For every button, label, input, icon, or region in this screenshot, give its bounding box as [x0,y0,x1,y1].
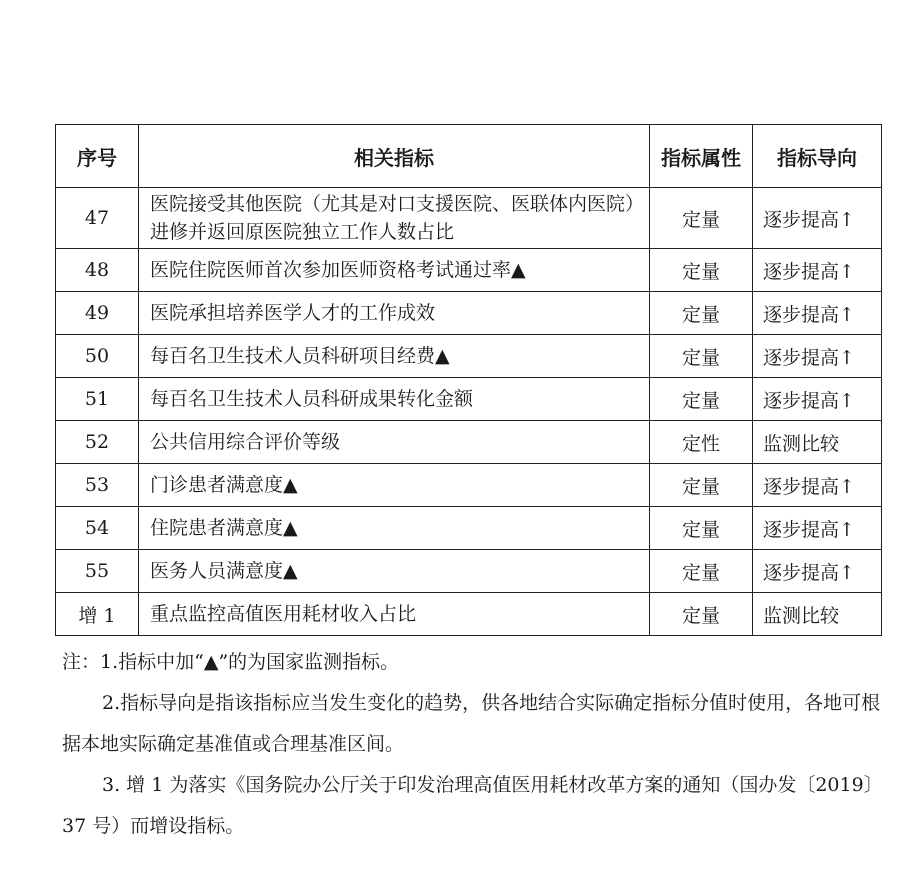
row-attribute: 定量 [650,507,753,550]
row-no: 51 [56,378,139,421]
row-attribute: 定量 [650,188,753,249]
row-attribute: 定量 [650,464,753,507]
row-direction: 逐步提高↑ [753,507,882,550]
table-row [56,378,882,421]
table-row [56,292,882,335]
table-row [56,335,882,378]
row-indicator: 重点监控高值医用耗材收入占比 [139,593,650,636]
row-attribute: 定量 [650,593,753,636]
row-indicator: 医务人员满意度▲ [139,550,650,593]
table-row [56,593,882,636]
row-direction: 监测比较 [753,421,882,464]
table-row [56,507,882,550]
row-indicator: 每百名卫生技术人员科研项目经费▲ [139,335,650,378]
row-direction: 逐步提高↑ [753,378,882,421]
note-3: 3. 增 1 为落实《国务院办公厅关于印发治理高值医用耗材改革方案的通知（国办发〔2019〕37 号）而增设指标。 [62,774,874,837]
row-direction: 逐步提高↑ [753,550,882,593]
header-no: 序号 [56,125,139,188]
row-direction: 逐步提高↑ [753,335,882,378]
row-no: 55 [56,550,139,593]
row-attribute: 定量 [650,550,753,593]
row-no: 50 [56,335,139,378]
table-row [56,188,882,249]
row-attribute: 定量 [650,335,753,378]
row-indicator: 医院住院医师首次参加医师资格考试通过率▲ [139,249,650,292]
row-no: 53 [56,464,139,507]
row-no: 增 1 [56,593,139,636]
row-direction: 逐步提高↑ [753,188,882,249]
note-1: 注：1.指标中加“▲”的为国家监测指标。 [62,651,400,673]
row-direction: 逐步提高↑ [753,292,882,335]
row-direction: 监测比较 [753,593,882,636]
notes-section [62,642,882,847]
row-indicator: 公共信用综合评价等级 [139,421,650,464]
indicator-table [55,124,882,636]
table-row [56,464,882,507]
row-indicator: 每百名卫生技术人员科研成果转化金额 [139,378,650,421]
row-indicator: 医院承担培养医学人才的工作成效 [139,292,650,335]
row-attribute: 定量 [650,249,753,292]
row-no: 52 [56,421,139,464]
table-row [56,249,882,292]
row-no: 48 [56,249,139,292]
table-row [56,550,882,593]
header-attr: 指标属性 [650,125,753,188]
row-indicator: 住院患者满意度▲ [139,507,650,550]
row-attribute: 定量 [650,292,753,335]
header-name: 相关指标 [139,125,650,188]
row-attribute: 定性 [650,421,753,464]
header-direction: 指标导向 [753,125,882,188]
table-header-row [56,125,882,188]
row-no: 49 [56,292,139,335]
row-direction: 逐步提高↑ [753,249,882,292]
row-no: 47 [56,188,139,249]
row-indicator: 门诊患者满意度▲ [139,464,650,507]
row-attribute: 定量 [650,378,753,421]
row-no: 54 [56,507,139,550]
note-2: 2.指标导向是指该指标应当发生变化的趋势，供各地结合实际确定指标分值时使用，各地可根据本地实际确定基准值或合理基准区间。 [62,692,881,755]
row-direction: 逐步提高↑ [753,464,882,507]
row-indicator: 医院接受其他医院（尤其是对口支援医院、医联体内医院）进修并返回原医院独立工作人数占比 [139,188,650,249]
table-row [56,421,882,464]
